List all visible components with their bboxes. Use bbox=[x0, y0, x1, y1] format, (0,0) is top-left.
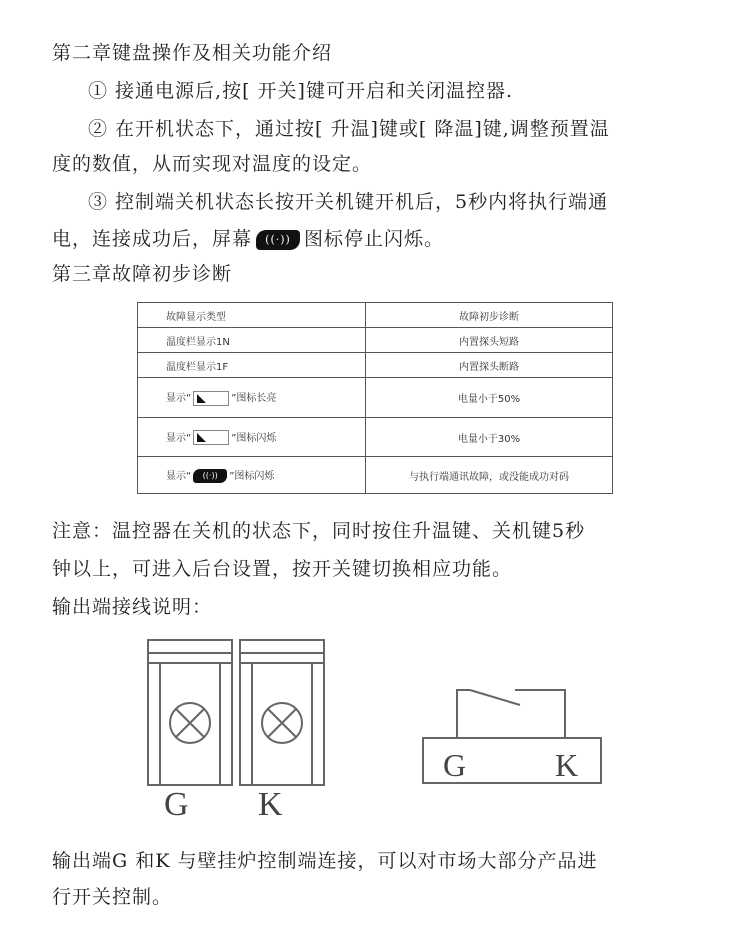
fault-diagnosis: 电量小于30% bbox=[366, 418, 613, 457]
fault-type: 温度栏显示1F bbox=[138, 353, 366, 378]
header-type: 故障显示类型 bbox=[138, 303, 366, 328]
header-diagnosis: 故障初步诊断 bbox=[366, 303, 613, 328]
relay-switch-diagram bbox=[415, 680, 610, 790]
fault-diagnosis: 内置探头短路 bbox=[366, 328, 613, 353]
relay-label-k: K bbox=[555, 747, 579, 783]
fault-diagnosis: 内置探头断路 bbox=[366, 353, 613, 378]
fault-type: 温度栏显示1N bbox=[138, 328, 366, 353]
relay-label-g: G bbox=[443, 747, 467, 783]
fault-type bbox=[138, 457, 366, 494]
fault-diagnosis: 与执行端通讯故障，或没能成功对码 bbox=[366, 457, 613, 494]
wiring-desc-line2: 行开关控制。 bbox=[52, 886, 173, 908]
prefix: 显示“ bbox=[166, 393, 192, 405]
fault-diagnosis: 电量小于50% bbox=[366, 378, 613, 418]
note-line2: 钟以上，可进入后台设置，按开关键切换相应功能。 bbox=[52, 558, 513, 580]
fault-table bbox=[137, 302, 613, 494]
table-row bbox=[138, 378, 613, 418]
table-row bbox=[138, 328, 613, 353]
item-3-line1: ③ 控制端关机状态长按开关机键开机后，5秒内将执行端通 bbox=[88, 191, 609, 213]
label-k: K bbox=[258, 786, 283, 823]
suffix: ”图标长亮 bbox=[231, 393, 277, 405]
prefix: 显示“ bbox=[166, 432, 192, 444]
note-line1: 注意：温控器在关机的状态下，同时按住升温键、关机键5秒 bbox=[52, 520, 586, 542]
item-2-line2: 度的数值，从而实现对温度的设定。 bbox=[52, 153, 373, 175]
battery-low-icon bbox=[193, 430, 229, 445]
battery-low-icon bbox=[193, 391, 229, 406]
item-3-line2 bbox=[52, 224, 444, 251]
item-3-text-b: 图标停止闪烁。 bbox=[304, 228, 445, 250]
item-2-line1: ② 在开机状态下，通过按[ 升温]键或[ 降温]键,调整预置温 bbox=[88, 118, 610, 140]
wiring-desc-line1: 输出端G 和K 与壁挂炉控制端连接，可以对市场大部分产品进 bbox=[52, 850, 598, 872]
terminal-block-diagram bbox=[140, 635, 340, 825]
fault-type bbox=[138, 378, 366, 418]
suffix: ”图标闪烁 bbox=[231, 432, 277, 444]
signal-icon: ((·)) bbox=[193, 469, 227, 483]
suffix: ”图标闪烁 bbox=[229, 471, 275, 482]
table-header-row bbox=[138, 303, 613, 328]
chapter2-title: 第二章键盘操作及相关功能介绍 bbox=[52, 42, 333, 64]
table-row bbox=[138, 457, 613, 494]
wiring-title: 输出端接线说明： bbox=[52, 596, 213, 618]
table-row bbox=[138, 418, 613, 457]
item-3-text-a: 电，连接成功后，屏幕 bbox=[52, 228, 253, 250]
fault-type bbox=[138, 418, 366, 457]
chapter3-title: 第三章故障初步诊断 bbox=[52, 263, 233, 285]
table-row bbox=[138, 353, 613, 378]
signal-icon: ((·)) bbox=[256, 230, 300, 250]
prefix: 显示“ bbox=[166, 471, 192, 482]
item-1: ① 接通电源后,按[ 开关]键可开启和关闭温控器. bbox=[88, 80, 513, 102]
label-g: G bbox=[164, 786, 189, 823]
